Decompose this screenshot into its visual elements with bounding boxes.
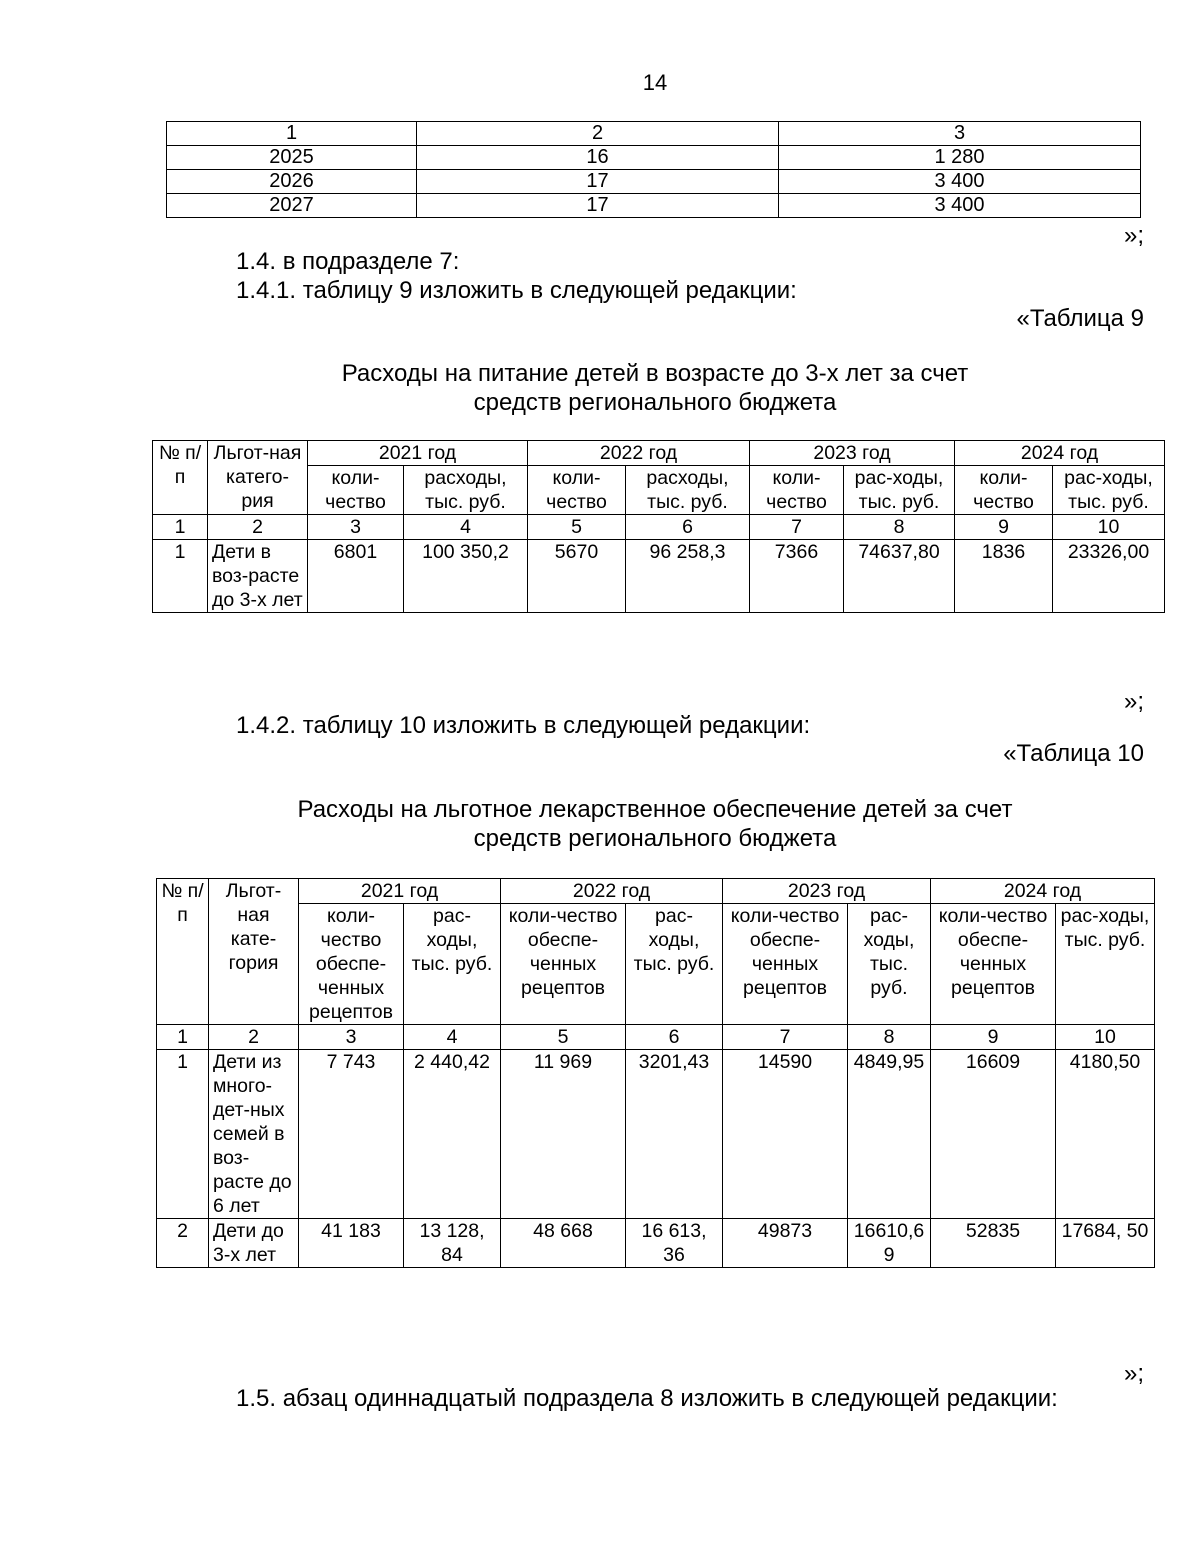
table-cell: 74637,80 (844, 540, 955, 613)
header-year: 2021 год (299, 879, 501, 904)
header-sub: коли-чество (955, 466, 1053, 515)
header-sub: рас-ходы, тыс. руб. (626, 904, 723, 1025)
table-cell: 7 743 (299, 1050, 404, 1219)
table-cell: 49873 (723, 1219, 848, 1268)
table-cell: Дети в воз-расте до 3-х лет (208, 540, 308, 613)
table-cell: Дети до 3-х лет (209, 1219, 299, 1268)
col-number: 10 (1053, 515, 1165, 540)
table-cell: 4180,50 (1056, 1050, 1155, 1219)
header-year: 2023 год (750, 441, 955, 466)
header-sub: коли-чество (750, 466, 844, 515)
table-row (153, 441, 1165, 466)
header-sub: рас-ходы, тыс. руб. (844, 466, 955, 515)
table-cell: 2 (417, 122, 779, 146)
table-row (157, 1050, 1155, 1219)
table-cell: 14590 (723, 1050, 848, 1219)
table10-title-line1: Расходы на льготное лекарственное обеспечение детей за счет (297, 796, 1013, 823)
col-number: 6 (626, 515, 750, 540)
table-cell: 2026 (167, 170, 417, 194)
table-cell: 1 (153, 540, 208, 613)
paragraph-1-4: 1.4. в подразделе 7: (236, 248, 460, 275)
header-year: 2022 год (501, 879, 723, 904)
table-cell: 1 (157, 1050, 209, 1219)
table-cell: 6801 (308, 540, 404, 613)
header-num: № п/п (153, 441, 208, 515)
table-cell: 48 668 (501, 1219, 626, 1268)
table-cell: 17 (417, 170, 779, 194)
table-row (167, 146, 1141, 170)
closing-quote: »; (1123, 1360, 1144, 1387)
table-cell: 1836 (955, 540, 1053, 613)
col-number: 9 (955, 515, 1053, 540)
table-cell: 41 183 (299, 1219, 404, 1268)
table-cell: 100 350,2 (404, 540, 528, 613)
table-cell: 13 128, 84 (404, 1219, 501, 1268)
table-cell: 2027 (167, 194, 417, 218)
table-cell: 1 280 (779, 146, 1141, 170)
table10-title (150, 795, 1160, 853)
table-row (157, 1025, 1155, 1050)
table-row (153, 540, 1165, 613)
header-year: 2023 год (723, 879, 931, 904)
header-sub: коли-чество обеспе-ченных рецептов (723, 904, 848, 1025)
col-number: 7 (750, 515, 844, 540)
table-row (157, 879, 1155, 904)
col-number: 8 (844, 515, 955, 540)
paragraph-1-4-2: 1.4.2. таблицу 10 изложить в следующей редакции: (236, 712, 811, 739)
col-number: 3 (308, 515, 404, 540)
page-number: 14 (642, 70, 668, 95)
closing-quote: »; (1123, 222, 1144, 249)
table-cell: 52835 (931, 1219, 1056, 1268)
table-cell: 3 400 (779, 170, 1141, 194)
table-cell: 17 (417, 194, 779, 218)
header-sub: расходы, тыс. руб. (626, 466, 750, 515)
table9-title-line2: средств регионального бюджета (473, 389, 837, 416)
col-number: 1 (157, 1025, 209, 1050)
header-year: 2021 год (308, 441, 528, 466)
table-cell: 3 (779, 122, 1141, 146)
table9-label: «Таблица 9 (1016, 305, 1144, 332)
table-cell: Дети из много-дет-ных семей в воз-расте до 6 лет (209, 1050, 299, 1219)
col-number: 6 (626, 1025, 723, 1050)
col-number: 7 (723, 1025, 848, 1050)
header-sub: рас-ходы, тыс. руб. (1056, 904, 1155, 1025)
table9-title-line1: Расходы на питание детей в возрасте до 3-х лет за счет (341, 360, 969, 387)
col-number: 5 (501, 1025, 626, 1050)
paragraph-1-5: 1.5. абзац одиннадцатый подраздела 8 изложить в следующей редакции: (236, 1385, 1058, 1412)
header-sub: коли-чество обеспе-ченных рецептов (299, 904, 404, 1025)
table-cell: 96 258,3 (626, 540, 750, 613)
header-sub: коли-чество обеспе-ченных рецептов (931, 904, 1056, 1025)
top-table (166, 121, 1141, 218)
table-9 (152, 440, 1165, 613)
table-cell: 3 400 (779, 194, 1141, 218)
table-cell: 3201,43 (626, 1050, 723, 1219)
col-number: 9 (931, 1025, 1056, 1050)
table-row (167, 170, 1141, 194)
table-row (167, 194, 1141, 218)
table-cell: 23326,00 (1053, 540, 1165, 613)
paragraph-1-4-1: 1.4.1. таблицу 9 изложить в следующей редакции: (236, 277, 797, 304)
table-row (157, 904, 1155, 1025)
col-number: 2 (208, 515, 308, 540)
table9-title (150, 359, 1160, 417)
header-sub: коли-чество обеспе-ченных рецептов (501, 904, 626, 1025)
header-sub: коли-чество (308, 466, 404, 515)
table-10 (156, 878, 1155, 1268)
table-cell: 16 (417, 146, 779, 170)
header-sub: рас-ходы, тыс. руб. (1053, 466, 1165, 515)
table-cell: 2025 (167, 146, 417, 170)
table-row (153, 515, 1165, 540)
table10-title-line2: средств регионального бюджета (473, 825, 837, 852)
closing-quote: »; (1123, 688, 1144, 715)
table-cell: 1 (167, 122, 417, 146)
header-category: Льгот-ная кате-гория (209, 879, 299, 1025)
table-cell: 4849,95 (848, 1050, 931, 1219)
col-number: 4 (404, 1025, 501, 1050)
col-number: 3 (299, 1025, 404, 1050)
header-sub: коли-чество (528, 466, 626, 515)
header-num: № п/п (157, 879, 209, 1025)
header-sub: рас-ходы, тыс. руб. (404, 904, 501, 1025)
table-cell: 16 613, 36 (626, 1219, 723, 1268)
table-row (167, 122, 1141, 146)
col-number: 1 (153, 515, 208, 540)
table-row (157, 1219, 1155, 1268)
col-number: 2 (209, 1025, 299, 1050)
header-category: Льгот-ная катего-рия (208, 441, 308, 515)
table-cell: 16610,69 (848, 1219, 931, 1268)
table10-label: «Таблица 10 (1003, 740, 1144, 767)
header-sub: расходы, тыс. руб. (404, 466, 528, 515)
col-number: 4 (404, 515, 528, 540)
table-cell: 2 440,42 (404, 1050, 501, 1219)
header-sub: рас-ходы, тыс. руб. (848, 904, 931, 1025)
col-number: 10 (1056, 1025, 1155, 1050)
col-number: 8 (848, 1025, 931, 1050)
table-cell: 11 969 (501, 1050, 626, 1219)
table-cell: 2 (157, 1219, 209, 1268)
header-year: 2024 год (955, 441, 1165, 466)
table-cell: 7366 (750, 540, 844, 613)
header-year: 2022 год (528, 441, 750, 466)
col-number: 5 (528, 515, 626, 540)
header-year: 2024 год (931, 879, 1155, 904)
table-cell: 16609 (931, 1050, 1056, 1219)
table-cell: 5670 (528, 540, 626, 613)
table-cell: 17684, 50 (1056, 1219, 1155, 1268)
